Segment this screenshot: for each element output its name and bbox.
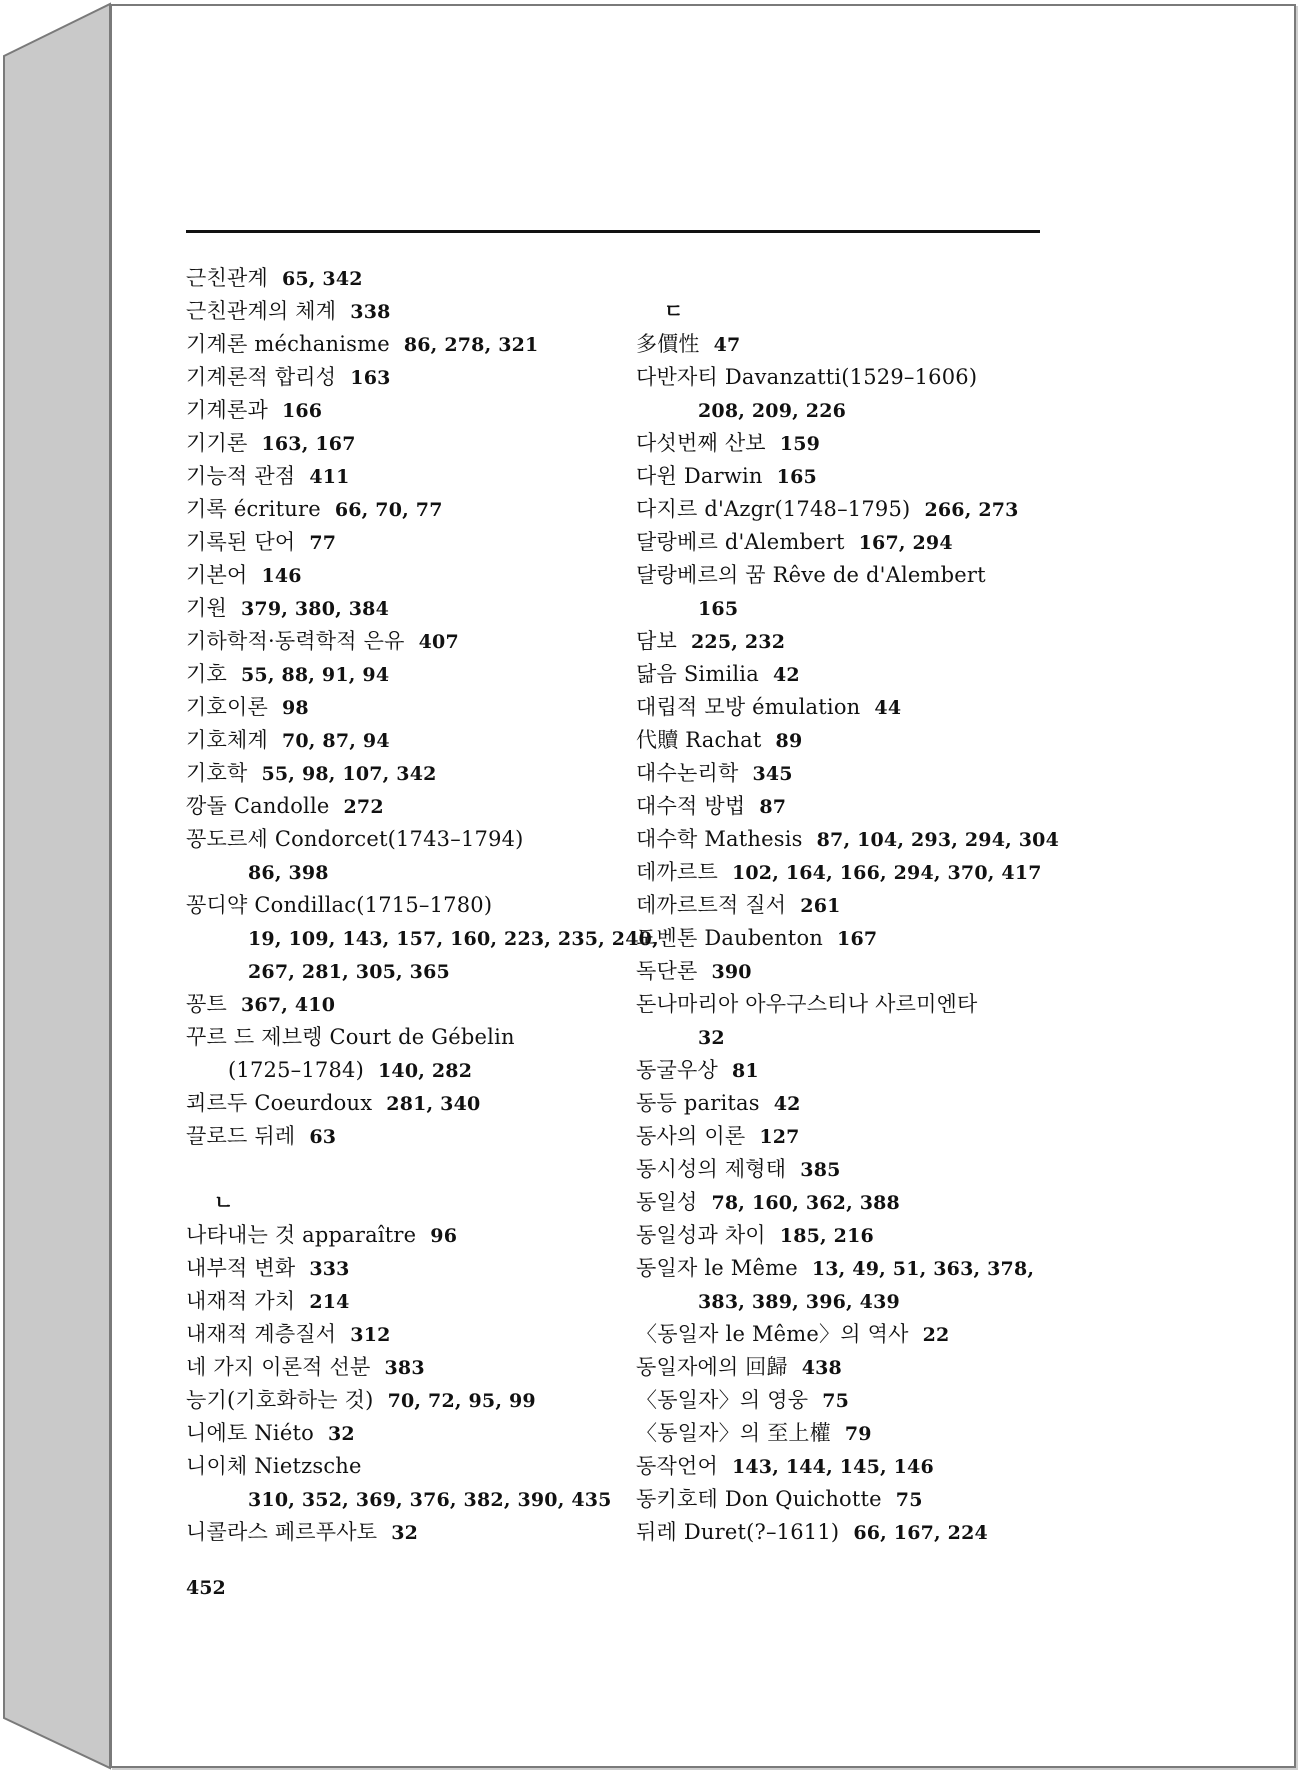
index-entry	[636, 526, 1076, 559]
index-term: 기본어	[186, 563, 248, 587]
index-pages: 96	[430, 1225, 458, 1247]
index-entry	[186, 1516, 626, 1549]
index-pages: 75	[822, 1390, 850, 1412]
index-entry	[636, 1054, 1076, 1087]
section-heading: ㄴ	[214, 1190, 234, 1214]
index-entry	[186, 592, 626, 625]
index-term: 동일자 le Même	[636, 1256, 798, 1280]
index-entry	[636, 328, 1076, 361]
index-entry	[636, 1021, 1076, 1054]
index-entry	[636, 1483, 1076, 1516]
index-term: 니콜라스 페르푸사토	[186, 1520, 378, 1544]
index-pages: 87	[759, 796, 787, 818]
index-entry	[186, 1021, 626, 1054]
index-entry	[636, 658, 1076, 691]
index-term: 〈동일자〉의 영웅	[636, 1388, 809, 1412]
index-entry	[186, 1351, 626, 1384]
index-term: 쾨르두 Coeurdoux	[186, 1091, 373, 1115]
index-pages: 127	[759, 1126, 800, 1148]
index-pages: 102, 164, 166, 294, 370, 417	[731, 862, 1042, 884]
index-pages: 13, 49, 51, 363, 378,	[811, 1258, 1035, 1280]
index-entry	[186, 295, 626, 328]
index-pages: 438	[801, 1357, 842, 1379]
index-term: 꽁트	[186, 992, 227, 1016]
index-pages: 345	[752, 763, 793, 785]
index-entry	[186, 724, 626, 757]
index-entry	[186, 1384, 626, 1417]
index-entry	[186, 823, 626, 856]
section-gap	[186, 1153, 626, 1186]
index-pages: 310, 352, 369, 376, 382, 390, 435	[248, 1489, 612, 1511]
index-pages: 55, 88, 91, 94	[240, 664, 390, 686]
index-pages: 163	[350, 367, 391, 389]
section-gap	[636, 262, 1076, 295]
index-entry	[636, 394, 1076, 427]
index-entry	[186, 955, 626, 988]
index-term: 동시성의 제형태	[636, 1157, 787, 1181]
index-pages: 98	[281, 697, 309, 719]
index-term: 꽁도르세 Condorcet(1743–1794)	[186, 827, 524, 851]
index-entry	[186, 1417, 626, 1450]
index-pages: 81	[731, 1060, 759, 1082]
index-term: 다지르 d'Azgr(1748–1795)	[636, 497, 911, 521]
index-entry	[186, 1087, 626, 1120]
index-entry	[636, 1120, 1076, 1153]
index-entry	[636, 922, 1076, 955]
index-term: 돈나마리아 아우구스티나 사르미엔타	[636, 992, 978, 1016]
index-entry	[186, 1450, 626, 1483]
index-term: 다섯번째 산보	[636, 431, 766, 455]
index-pages: 22	[922, 1324, 950, 1346]
index-pages: 143, 144, 145, 146	[731, 1456, 934, 1478]
index-term: 기원	[186, 596, 227, 620]
index-term: 담보	[636, 629, 677, 653]
index-pages: 79	[844, 1423, 872, 1445]
index-entry	[636, 823, 1076, 856]
index-entry	[636, 1516, 1076, 1549]
index-term: 달랑베르의 꿈 Rêve de d'Alembert	[636, 563, 986, 587]
index-term: 도벤톤 Daubenton	[636, 926, 824, 950]
index-pages: 42	[772, 664, 800, 686]
index-term: 다반자티 Davanzatti(1529–1606)	[636, 365, 978, 389]
index-entry	[636, 1252, 1076, 1285]
index-term: 〈동일자 le Même〉의 역사	[636, 1322, 909, 1346]
index-pages: 261	[800, 895, 841, 917]
index-term: 동일자에의 回歸	[636, 1355, 788, 1379]
index-pages: 281, 340	[386, 1093, 481, 1115]
index-term: 기호체계	[186, 728, 268, 752]
index-term: 꽁디약 Condillac(1715–1780)	[186, 893, 493, 917]
index-entry	[636, 856, 1076, 889]
index-entry	[186, 856, 626, 889]
index-entry	[186, 427, 626, 460]
index-pages: 44	[874, 697, 902, 719]
index-entry	[636, 1087, 1076, 1120]
index-term: 니이체 Nietzsche	[186, 1454, 362, 1478]
index-term: 기호	[186, 662, 227, 686]
index-entry	[636, 1417, 1076, 1450]
index-pages: 19, 109, 143, 157, 160, 223, 235, 240,	[248, 928, 659, 950]
index-entry	[636, 757, 1076, 790]
index-entry	[636, 592, 1076, 625]
index-term: 기록 écriture	[186, 497, 321, 521]
index-term: 내부적 변화	[186, 1256, 296, 1280]
index-entry	[636, 625, 1076, 658]
index-pages: 411	[309, 466, 350, 488]
index-term: 데까르트적 질서	[636, 893, 787, 917]
index-entry	[636, 1384, 1076, 1417]
index-term: 多價性	[636, 332, 700, 356]
index-term: 닮음 Similia	[636, 662, 759, 686]
index-pages: 407	[418, 631, 459, 653]
index-pages: 66, 167, 224	[853, 1522, 988, 1544]
index-pages: 208, 209, 226	[698, 400, 847, 422]
index-entry	[186, 394, 626, 427]
index-term: 끌로드 뒤레	[186, 1124, 296, 1148]
index-term: 내재적 가치	[186, 1289, 296, 1313]
section-heading: ㄷ	[664, 299, 684, 323]
index-term: 동사의 이론	[636, 1124, 746, 1148]
index-pages: 165	[698, 598, 739, 620]
index-pages: 266, 273	[924, 499, 1019, 521]
index-term: 꾸르 드 제브렝 Court de Gébelin	[186, 1025, 515, 1049]
index-pages: 165	[776, 466, 817, 488]
index-pages: 167, 294	[858, 532, 953, 554]
index-term: 기능적 관점	[186, 464, 296, 488]
index-term: 동일성과 차이	[636, 1223, 766, 1247]
index-entry	[636, 1219, 1076, 1252]
index-term: 기록된 단어	[186, 530, 296, 554]
index-term: 기호학	[186, 761, 248, 785]
index-pages: 32	[698, 1027, 725, 1049]
index-entry	[636, 988, 1076, 1021]
index-pages: 63	[309, 1126, 337, 1148]
index-term: 동굴우상	[636, 1058, 718, 1082]
page-number: 452	[186, 1577, 226, 1599]
index-term: 기계론적 합리성	[186, 365, 337, 389]
index-entry	[186, 922, 659, 955]
index-term: 기호이론	[186, 695, 268, 719]
index-pages: 383	[384, 1357, 425, 1379]
index-pages: 390	[711, 961, 752, 983]
index-entry	[636, 1318, 1076, 1351]
index-pages: 70, 72, 95, 99	[387, 1390, 536, 1412]
index-entry	[186, 691, 626, 724]
index-entry	[636, 790, 1076, 823]
index-pages: 32	[327, 1423, 355, 1445]
index-entry	[636, 361, 1076, 394]
index-entry	[636, 1285, 1076, 1318]
index-pages: 32	[391, 1522, 419, 1544]
index-pages: 146	[261, 565, 302, 587]
index-pages: 78, 160, 362, 388	[711, 1192, 900, 1214]
index-entry	[636, 691, 1076, 724]
index-entry	[186, 658, 626, 691]
index-term: 근친관계	[186, 266, 268, 290]
index-term: 동등 paritas	[636, 1091, 760, 1115]
index-entry	[186, 988, 626, 1021]
index-pages: 77	[309, 532, 337, 554]
index-entry	[636, 889, 1076, 922]
index-pages: 272	[343, 796, 384, 818]
index-term: 니에토 Niéto	[186, 1421, 314, 1445]
index-entry	[636, 1186, 1076, 1219]
index-pages: 214	[309, 1291, 350, 1313]
index-pages: 225, 232	[690, 631, 786, 653]
index-entry	[636, 955, 1076, 988]
index-pages: 185, 216	[779, 1225, 874, 1247]
index-pages: 338	[350, 301, 391, 323]
index-term: 〈동일자〉의 至上權	[636, 1421, 831, 1445]
index-term: 대수논리학	[636, 761, 739, 785]
index-term: 代贖 Rachat	[636, 728, 762, 752]
index-pages: 65, 342	[281, 268, 363, 290]
index-pages: 159	[779, 433, 821, 455]
index-pages: 267, 281, 305, 365	[248, 961, 450, 983]
index-term: 동키호테 Don Quichotte	[636, 1487, 882, 1511]
index-entry	[186, 1054, 626, 1087]
index-entry	[636, 724, 1076, 757]
index-entry	[186, 262, 626, 295]
index-entry	[636, 427, 1076, 460]
index-pages: 75	[895, 1489, 923, 1511]
index-term: 기계론과	[186, 398, 268, 422]
index-entry	[186, 625, 626, 658]
index-pages: 385	[800, 1159, 841, 1181]
index-entry	[186, 1318, 626, 1351]
index-term: 기하학적·동력학적 은유	[186, 629, 405, 653]
index-pages: 333	[309, 1258, 350, 1280]
index-term: 동일성	[636, 1190, 698, 1214]
index-entry	[186, 790, 626, 823]
index-pages: 166	[281, 400, 323, 422]
index-entry	[186, 1285, 626, 1318]
index-pages: 140, 282	[377, 1060, 473, 1082]
index-term: 나타내는 것 apparaître	[186, 1223, 417, 1247]
index-pages: 89	[775, 730, 803, 752]
index-term: 독단론	[636, 959, 698, 983]
index-pages: 66, 70, 77	[334, 499, 443, 521]
index-pages: 163, 167	[261, 433, 356, 455]
index-entry	[636, 460, 1076, 493]
index-pages: 86, 278, 321	[403, 334, 539, 356]
index-entry	[186, 1219, 626, 1252]
index-entry	[186, 1483, 626, 1516]
index-term: 데까르트	[636, 860, 718, 884]
index-term: 대수적 방법	[636, 794, 746, 818]
index-entry	[636, 493, 1076, 526]
index-entry	[186, 757, 626, 790]
index-entry	[636, 1450, 1076, 1483]
index-pages: 86, 398	[248, 862, 329, 884]
index-pages: 312	[350, 1324, 391, 1346]
index-term: 다윈 Darwin	[636, 464, 763, 488]
index-entry	[636, 1153, 1076, 1186]
index-entry	[186, 1120, 626, 1153]
index-entry	[186, 1252, 626, 1285]
index-pages: 55, 98, 107, 342	[261, 763, 437, 785]
index-term: (1725–1784)	[228, 1058, 364, 1082]
index-column-right	[636, 262, 1076, 1549]
index-pages: 42	[773, 1093, 801, 1115]
index-term: 네 가지 이론적 선분	[186, 1355, 371, 1379]
index-pages: 87, 104, 293, 294, 304	[816, 829, 1060, 851]
index-term: 뒤레 Duret(?–1611)	[636, 1520, 840, 1544]
index-term: 기계론 méchanisme	[186, 332, 390, 356]
index-pages: 383, 389, 396, 439	[698, 1291, 900, 1313]
index-entry	[186, 493, 626, 526]
index-pages: 367, 410	[240, 994, 336, 1016]
index-entry	[636, 559, 1076, 592]
index-term: 대립적 모방 émulation	[636, 695, 861, 719]
index-entry	[186, 526, 626, 559]
index-entry	[186, 328, 626, 361]
index-term: 달랑베르 d'Alembert	[636, 530, 845, 554]
index-term: 동작언어	[636, 1454, 718, 1478]
index-pages: 70, 87, 94	[281, 730, 390, 752]
index-term: 대수학 Mathesis	[636, 827, 803, 851]
index-entry	[186, 460, 626, 493]
index-entry	[186, 361, 626, 394]
index-pages: 47	[713, 334, 741, 356]
index-entry	[186, 889, 626, 922]
index-term: 내재적 계층질서	[186, 1322, 337, 1346]
index-entry	[636, 1351, 1076, 1384]
index-entry	[186, 559, 626, 592]
index-term: 능기(기호화하는 것)	[186, 1388, 374, 1412]
index-term: 깡돌 Candolle	[186, 794, 330, 818]
header-rule	[186, 230, 1040, 233]
index-term: 근친관계의 체계	[186, 299, 337, 323]
index-pages: 379, 380, 384	[240, 598, 390, 620]
index-term: 기기론	[186, 431, 248, 455]
index-pages: 167	[837, 928, 878, 950]
